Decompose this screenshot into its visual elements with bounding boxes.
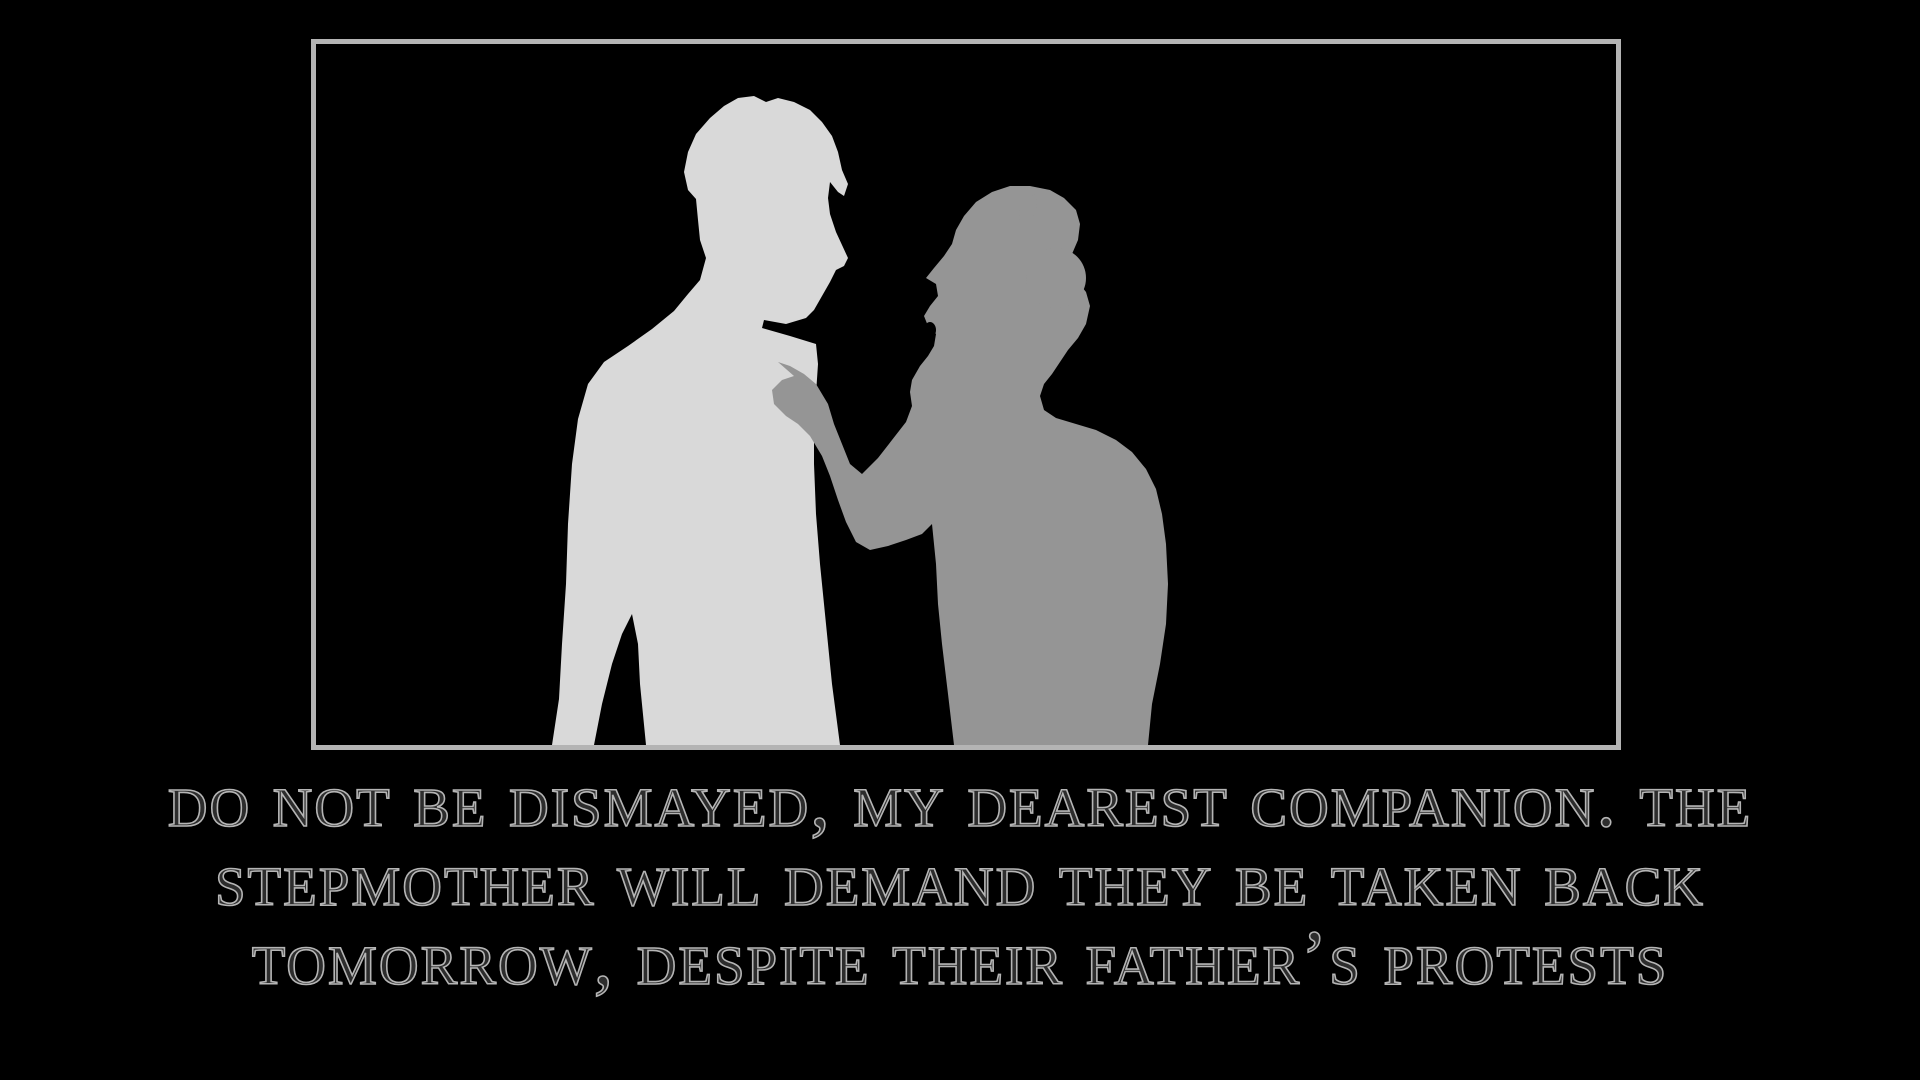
dialogue-text: do not be dismayed, my dearest companion. the stepmother will demand they be taken back tomorrow, despite their father’s protests	[167, 756, 1753, 1001]
cutscene-illustration	[316, 44, 1616, 745]
stepmother-hair-bun	[1026, 248, 1086, 308]
scene-frame	[311, 39, 1621, 750]
dialogue-box[interactable]	[60, 756, 1860, 1060]
stepmother-mouth	[924, 322, 936, 338]
